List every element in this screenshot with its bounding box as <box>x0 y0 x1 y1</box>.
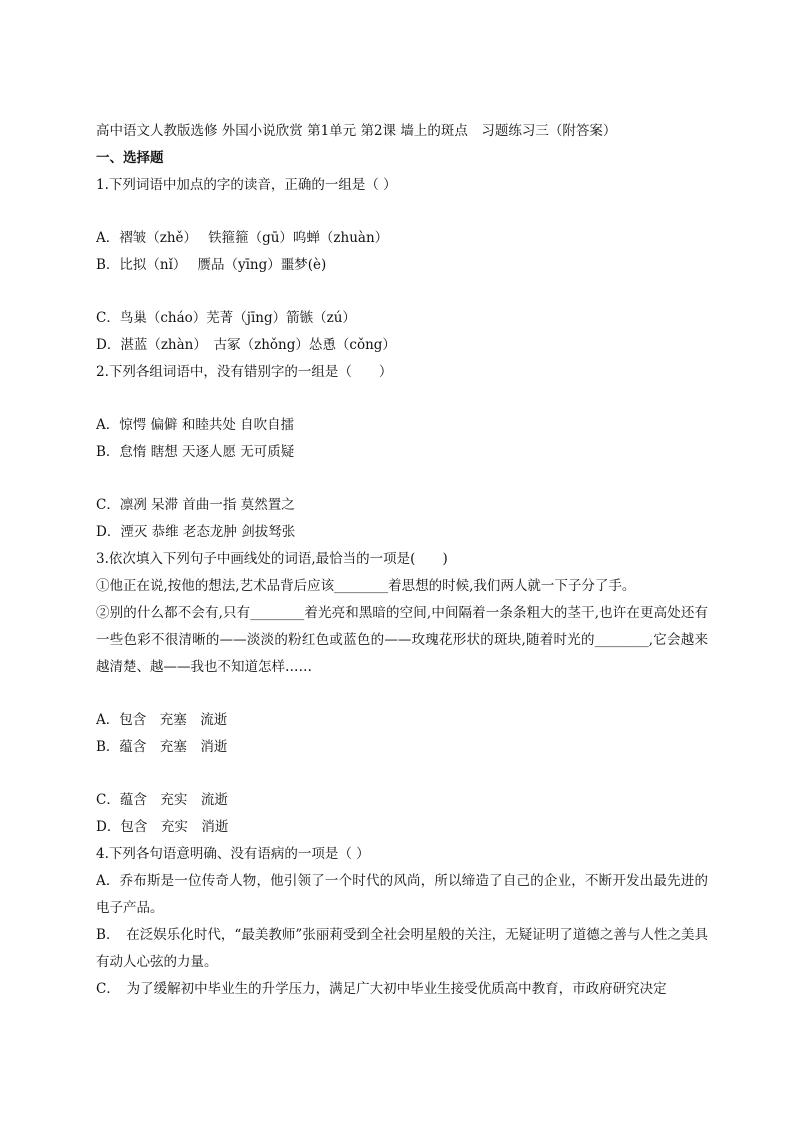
q1-option-a: A．褶皱（zhě） 铁箍箍（gū）呜蝉（zhuàn） <box>96 230 389 246</box>
q1-option-d: D．湛蓝（zhàn） 古冢（zhǒng）怂恿（cǒng） <box>96 337 396 353</box>
q3-option-b: B．蕴含 充塞 消逝 <box>96 739 228 755</box>
q3-option-d: D．包含 充实 消逝 <box>96 819 229 835</box>
q1-stem: 1.下列词语中加点的字的读音，正确的一组是（ ） <box>96 177 397 193</box>
q2-stem: 2.下列各组词语中，没有错别字的一组是（ ） <box>96 364 393 380</box>
q4-option-a: A．乔布斯是一位传奇人物，他引领了一个时代的风尚，所以缔造了自己的企业，不断开发出最先进的电子产品。 <box>96 873 708 916</box>
q2-option-a: A．惊愕 偏僻 和睦共处 自吹自擂 <box>96 417 295 433</box>
section-heading: 一、选择题 <box>96 150 164 166</box>
document-title: 高中语文人教版选修 外国小说欣赏 第1单元 第2课 墙上的斑点 习题练习三（附答案） <box>96 123 617 139</box>
q4-option-b: B． 在泛娱乐化时代，“最美教师”张丽莉受到全社会明星般的关注，无疑证明了道德之善与人性之美具有动人心弦的力量。 <box>96 927 708 970</box>
document-content <box>96 118 708 1003</box>
q3-stem: 3.依次填入下列句子中画线处的词语,最恰当的一项是( ) <box>96 551 448 567</box>
q2-option-c: C．凛冽 呆滞 首曲一指 莫然置之 <box>96 497 295 513</box>
q3-option-a: A．包含 充塞 流逝 <box>96 712 228 728</box>
q2-option-b: B．怠惰 瞎想 天逐人愿 无可质疑 <box>96 444 295 460</box>
q2-option-d: D．湮灭 恭维 老态龙肿 剑拔驽张 <box>96 524 296 540</box>
q3-sentence-1: ①他正在说,按他的想法,艺术品背后应该________着思想的时候,我们两人就一下子分了手。 <box>96 578 636 594</box>
q1-option-c: C．鸟巢（cháo）芜菁（jīng）箭镞（zú） <box>96 310 356 326</box>
q3-option-c: C．蕴含 充实 流逝 <box>96 792 228 808</box>
q3-sentence-2: ②别的什么都不会有,只有________着光亮和黑暗的空间,中间隔着一条条粗大的茎干,也许在更高处还有一些色彩不很清晰的——淡淡的粉红色或蓝色的——玫瑰花形状的斑块,随着时光的________,它会越来越清楚、越——我也不知道怎样…… <box>96 605 708 675</box>
q1-option-b: B．比拟（nǐ） 赝品（yīng）噩梦(è) <box>96 257 327 273</box>
q4-stem: 4.下列各句语意明确、没有语病的一项是（ ） <box>96 846 370 862</box>
q4-option-c: C． 为了缓解初中毕业生的升学压力，满足广大初中毕业生接受优质高中教育，市政府研究决定 <box>96 981 667 997</box>
